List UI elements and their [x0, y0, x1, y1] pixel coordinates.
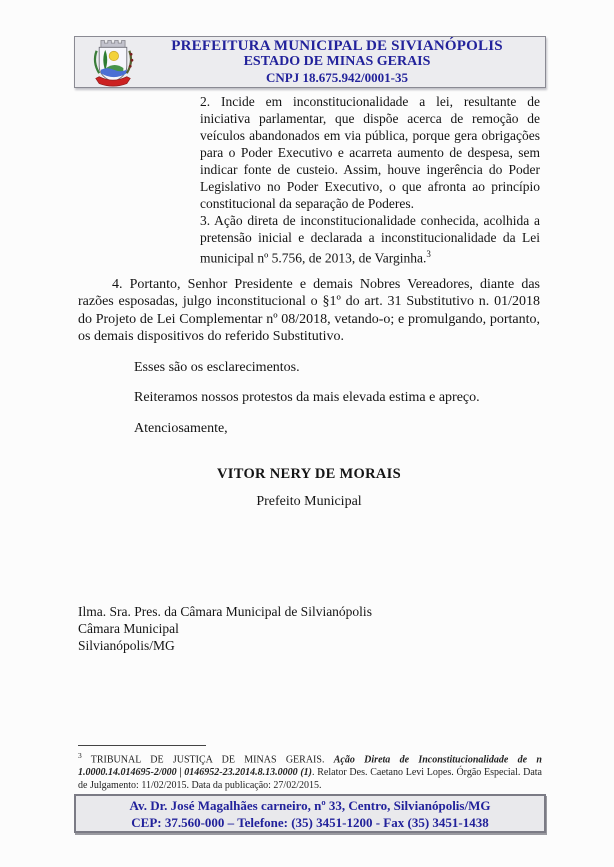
footer-contact-line: CEP: 37.560-000 – Telefone: (35) 3451-1200 - Fax (35) 3451-1438: [131, 814, 489, 830]
signature-block: [78, 466, 540, 510]
footnote-separator: [78, 745, 206, 746]
municipality-name: PREFEITURA MUNICIPAL DE SIVIANÓPOLIS: [171, 38, 503, 54]
coat-of-arms-icon: [87, 37, 139, 87]
addressee-line-2: Câmara Municipal: [78, 621, 179, 636]
quoted-paragraph-2: 2. Incide em inconstitucionalidade a lei, resultante de iniciativa parlamentar, que dispõe acerca de remoção de veículos abandonados em via pública, porque gera obrigações para o Poder Executivo e acarreta aumento de despesa, sem indicar fonte de custeio. Assim, houve ingerência do Poder Legislativo no Poder Executivo, o que afronta ao princípio constitucional da separação de Poderes.: [200, 94, 540, 211]
quoted-paragraph-3-text: 3. Ação direta de inconstitucionalidade conhecida, acolhida a pretensão inicial e declarada a inconstitucionalidade da Lei municipal nº 5.756, de 2013, de Varginha.: [200, 213, 540, 266]
letter-body: [78, 93, 540, 654]
footnote-reference-mark: 3: [426, 249, 431, 259]
letterhead: [74, 36, 546, 88]
footnote-details: . Relator Des. Caetano Levi Lopes. Órgão Especial. Data de Julgamento: 11/02/2015. Data da publicação: 27/02/2015.: [78, 766, 542, 791]
footnote-marker: 3: [78, 751, 82, 760]
footer-address-line: Av. Dr. José Magalhães carneiro, nº 33, Centro, Silvianópolis/MG: [129, 798, 491, 813]
footnote-text: [78, 750, 542, 792]
footer-address-box: [74, 794, 546, 833]
addressee-block: [78, 603, 540, 654]
cnpj-line: CNPJ 18.675.942/0001-35: [266, 70, 408, 85]
signer-title: Prefeito Municipal: [256, 494, 362, 509]
citation-block: [200, 93, 540, 267]
letterhead-text: [139, 38, 545, 86]
addressee-line-3: Silvianópolis/MG: [78, 638, 175, 653]
footnote-area: [78, 745, 542, 792]
addressee-line-1: Ilma. Sra. Pres. da Câmara Municipal de Silvianópolis: [78, 604, 372, 619]
closing-line-1: Esses são os esclarecimentos.: [134, 359, 300, 375]
paragraph-4: 4. Portanto, Senhor Presidente e demais Nobres Vereadores, diante das razões esposadas, julgo inconstitucional o §1º do art. 31 Substitutivo n. 01/2018 do Projeto de Lei Complementar nº 08/2018, vetando-o; e promulgando, portanto, os demais dispositivos do referido Substitutivo.: [78, 276, 540, 344]
signer-name: VITOR NERY DE MORAIS: [217, 466, 401, 482]
closing-line-2: Reiteramos nossos protestos da mais elevada estima e apreço.: [134, 390, 480, 405]
quoted-paragraph-3: [200, 212, 540, 267]
footnote-citation: Ação Direta de Inconstitucionalidade de n 1.0000.14.014695-2/000 | 0146952-23.2014.8.13.0000 (1): [78, 754, 542, 778]
state-name: ESTADO DE MINAS GERAIS: [243, 54, 431, 69]
closing-salutation: Atenciosamente,: [134, 420, 228, 436]
footnote-source: TRIBUNAL DE JUSTIÇA DE MINAS GERAIS.: [90, 754, 334, 766]
